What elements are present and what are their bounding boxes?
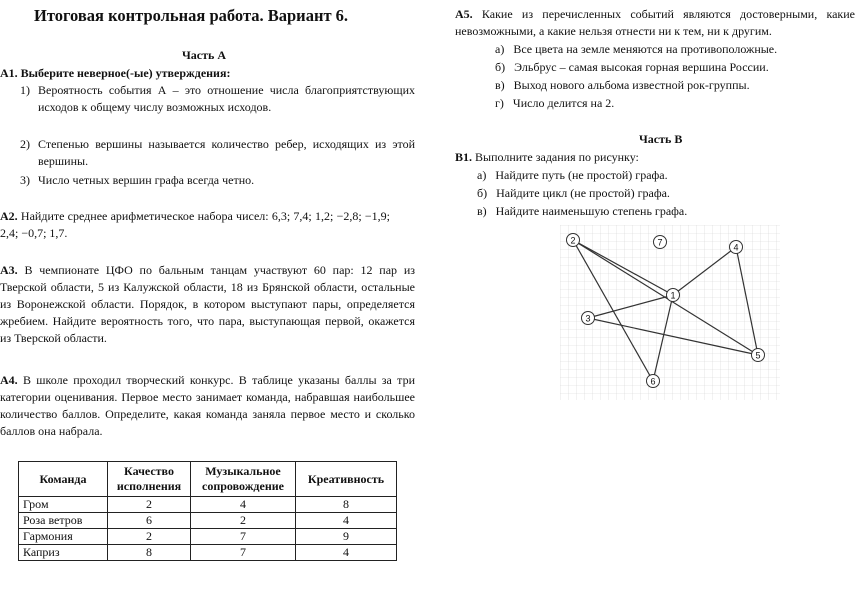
question-a2	[0, 208, 390, 242]
a5-item-d-letter: г)	[495, 96, 504, 110]
b1-item-b-text: Найдите цикл (не простой) графа.	[496, 186, 670, 200]
b1-item-c	[477, 203, 857, 220]
table-cell: 2	[108, 497, 191, 513]
table-cell: 2	[191, 513, 296, 529]
table-cell: Роза ветров	[19, 513, 108, 529]
graph-vertex-label: 1	[670, 290, 676, 301]
graph-vertex-label: 7	[657, 237, 663, 248]
question-a5-text: Какие из перечисленных событий являются достоверными, какие невозможными, а какие нельзя отнести ни к тем, ни к другим.	[455, 7, 855, 38]
question-a1-label: А1.	[0, 66, 18, 80]
graph-vertex-2	[567, 234, 580, 247]
table-cell: Гармония	[19, 529, 108, 545]
table-header-row	[19, 462, 397, 497]
question-b1-text: Выполните задания по рисунку:	[475, 150, 639, 164]
a5-item-b-letter: б)	[495, 60, 506, 74]
question-a3	[0, 262, 415, 347]
b1-item-c-letter: в)	[477, 204, 487, 218]
part-b-heading: Часть В	[639, 132, 683, 146]
a5-item-d-text: Число делится на 2.	[512, 96, 615, 110]
question-a5-label: А5.	[455, 7, 473, 21]
table-row	[19, 529, 397, 545]
a1-item-3	[0, 172, 415, 189]
a1-item-3-text: Число четных вершин графа всегда четно.	[38, 173, 255, 187]
a5-item-d	[495, 95, 855, 112]
table-cell: 6	[108, 513, 191, 529]
graph-vertex-label: 4	[733, 242, 739, 253]
a1-item-3-number: 3)	[20, 173, 30, 187]
graph-figure	[560, 225, 780, 400]
question-a4-text: В школе проходил творческий конкурс. В таблице указаны баллы за три категории оценивания. Первое место занимает команда, набравшая наибольшее количество баллов. Определите, какая команда заняла первое место и сколько баллов она набрала.	[0, 373, 415, 438]
question-b1	[455, 149, 855, 166]
a1-item-2-number: 2)	[20, 137, 30, 151]
question-a4-label: А4.	[0, 373, 18, 387]
table-cell: 4	[296, 513, 397, 529]
b1-item-c-text: Найдите наименьшую степень графа.	[495, 204, 688, 218]
table-cell: 8	[296, 497, 397, 513]
a1-item-1	[0, 82, 415, 116]
a5-item-a-text: Все цвета на земле меняются на противоположные.	[513, 42, 778, 56]
a5-item-c	[495, 77, 855, 94]
question-a3-text: В чемпионате ЦФО по бальным танцам участвуют 60 пар: 12 пар из Тверской области, 5 из Калужской области, 18 из Брянской области, остальные из Воронежской области. Порядок, в котором выступают пары, определяется жребием. Найдите вероятность того, что пара, выступающая первой, окажется из Тверской области.	[0, 263, 415, 345]
question-a2-text: Найдите среднее арифметическое набора чисел: 6,3; 7,4; 1,2; −2,8; −1,9; 2,4; −0,7; 1,7.	[0, 209, 391, 240]
graph-vertex-label: 3	[585, 313, 591, 324]
a1-item-1-number: 1)	[20, 83, 30, 97]
graph-vertex-4	[730, 241, 743, 254]
table-cell: 9	[296, 529, 397, 545]
table-cell: 7	[191, 529, 296, 545]
a1-item-2-text: Степенью вершины называется количество ребер, исходящих из этой вершины.	[38, 137, 415, 168]
table-cell: Гром	[19, 497, 108, 513]
table-cell: 7	[191, 545, 296, 561]
graph-vertex-7	[654, 236, 667, 249]
a5-item-b-text: Эльбрус – самая высокая горная вершина России.	[514, 60, 769, 74]
graph-vertex-label: 5	[755, 350, 761, 361]
question-a1-text: Выберите неверное(-ые) утверждения:	[20, 66, 231, 80]
header-quality: Качество исполнения	[108, 462, 191, 497]
graph-vertex-1	[667, 289, 680, 302]
a5-item-a	[495, 41, 855, 58]
table-cell: 4	[296, 545, 397, 561]
graph-vertex-6	[647, 375, 660, 388]
a1-item-1-text: Вероятность события А – это отношение числа благоприятствующих исходов к общему числу возможных исходов.	[38, 83, 415, 114]
a1-item-2	[0, 136, 415, 170]
question-a5	[455, 6, 855, 40]
b1-item-a-text: Найдите путь (не простой) графа.	[495, 168, 668, 182]
header-team: Команда	[19, 462, 108, 497]
table-row	[19, 545, 397, 561]
b1-item-a-letter: а)	[477, 168, 487, 182]
graph-vertex-3	[582, 312, 595, 325]
question-a4	[0, 372, 415, 440]
table-cell: 4	[191, 497, 296, 513]
a5-item-b	[495, 59, 855, 76]
graph-vertex-label: 2	[570, 235, 576, 246]
graph-vertex-label: 6	[650, 376, 656, 387]
b1-item-b	[477, 185, 857, 202]
header-creativity: Креативность	[296, 462, 397, 497]
table-row	[19, 513, 397, 529]
a5-item-c-text: Выход нового альбома известной рок-группы.	[513, 78, 750, 92]
b1-item-b-letter: б)	[477, 186, 488, 200]
table-cell: 2	[108, 529, 191, 545]
table-cell: Каприз	[19, 545, 108, 561]
question-b1-label: В1.	[455, 150, 473, 164]
graph-vertex-5	[752, 349, 765, 362]
part-a-heading: Часть А	[182, 48, 227, 62]
table-cell: 8	[108, 545, 191, 561]
question-a2-label: А2.	[0, 209, 18, 223]
table-row	[19, 497, 397, 513]
header-music: Музыкальное сопровождение	[191, 462, 296, 497]
b1-item-a	[477, 167, 857, 184]
a5-item-a-letter: а)	[495, 42, 505, 56]
page-title: Итоговая контрольная работа. Вариант 6.	[34, 6, 349, 25]
question-a1	[0, 65, 420, 82]
question-a3-label: А3.	[0, 263, 18, 277]
a5-item-c-letter: в)	[495, 78, 505, 92]
scores-table	[18, 461, 397, 561]
